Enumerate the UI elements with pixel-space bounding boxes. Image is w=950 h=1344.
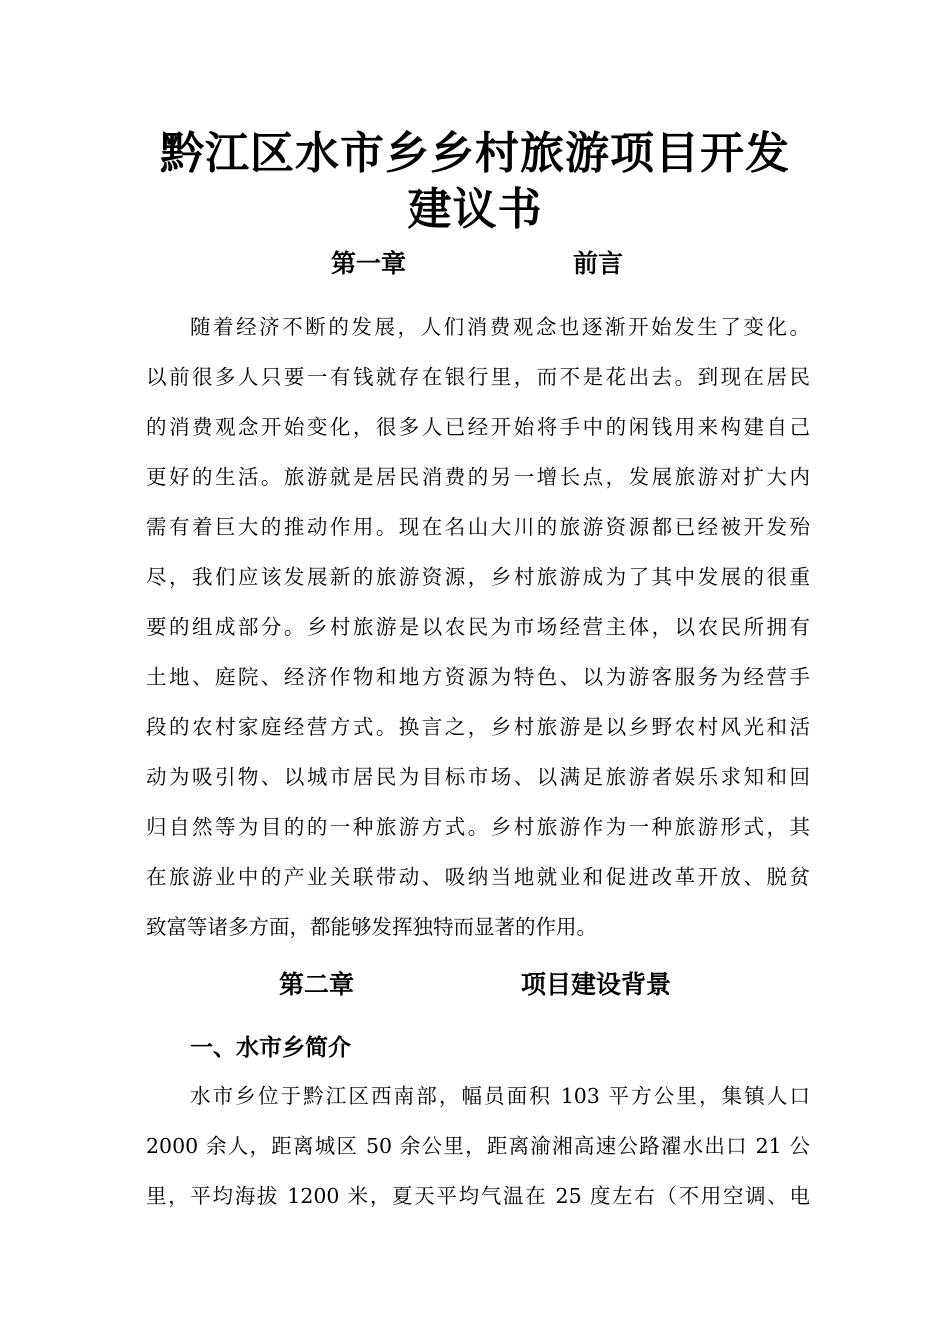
chapter-1-paragraph [146,302,810,952]
chapter-1-heading [0,246,950,282]
chapter-1-number: 第一章 [331,249,407,278]
paragraph-line: 致富等诸多方面，都能够发挥独特而显著的作用。 [146,915,597,939]
paragraph-line: 的消费观念开始变化，很多人已经开始将手中的闲钱用来构建自己 [146,415,810,439]
paragraph-line: 段的农村家庭经营方式。换言之，乡村旅游是以乡野农村风光和活 [146,715,810,739]
document-title-line-1: 黔江区水市乡乡村旅游项目开发 [160,128,790,179]
chapter-1-name: 前言 [573,249,624,278]
paragraph-line: 尽，我们应该发展新的旅游资源，乡村旅游成为了其中发展的很重 [146,565,810,589]
paragraph-line: 需有着巨大的推动作用。现在名山大川的旅游资源都已经被开发殆 [146,515,810,539]
paragraph-line: 随着经济不断的发展，人们消费观念也逐渐开始发生了变化。 [190,315,810,339]
paragraph-line: 里，平均海拔 1200 米，夏天平均气温在 25 度左右（不用空调、电 [146,1184,810,1208]
paragraph-line: 归自然等为目的的一种旅游方式。乡村旅游作为一种旅游形式，其 [146,815,810,839]
section-heading: 一、水市乡简介 [190,1035,351,1061]
paragraph-line: 动为吸引物、以城市居民为目标市场、以满足旅游者娱乐求知和回 [146,765,810,789]
document-title-line-2: 建议书 [407,184,543,235]
paragraph-line: 在旅游业中的产业关联带动、吸纳当地就业和促进改革开放、脱贫 [146,865,810,889]
paragraph-line: 以前很多人只要一有钱就存在银行里，而不是花出去。到现在居民 [146,365,810,389]
chapter-2-number: 第二章 [279,970,355,999]
paragraph-line: 要的组成部分。乡村旅游是以农民为市场经营主体，以农民所拥有 [146,615,810,639]
paragraph-line: 土地、庭院、经济作物和地方资源为特色、以为游客服务为经营手 [146,665,810,689]
paragraph-line: 更好的生活。旅游就是居民消费的另一增长点，发展旅游对扩大内 [146,465,810,489]
paragraph-line: 2000 余人，距离城区 50 余公里，距离渝湘高速公路濯水出口 21 公 [146,1134,810,1158]
chapter-2-name: 项目建设背景 [521,970,672,999]
paragraph-line: 水市乡位于黔江区西南部，幅员面积 103 平方公里，集镇人口 [190,1084,810,1108]
chapter-2-heading [0,967,950,1003]
section-1-paragraph [146,1071,810,1221]
